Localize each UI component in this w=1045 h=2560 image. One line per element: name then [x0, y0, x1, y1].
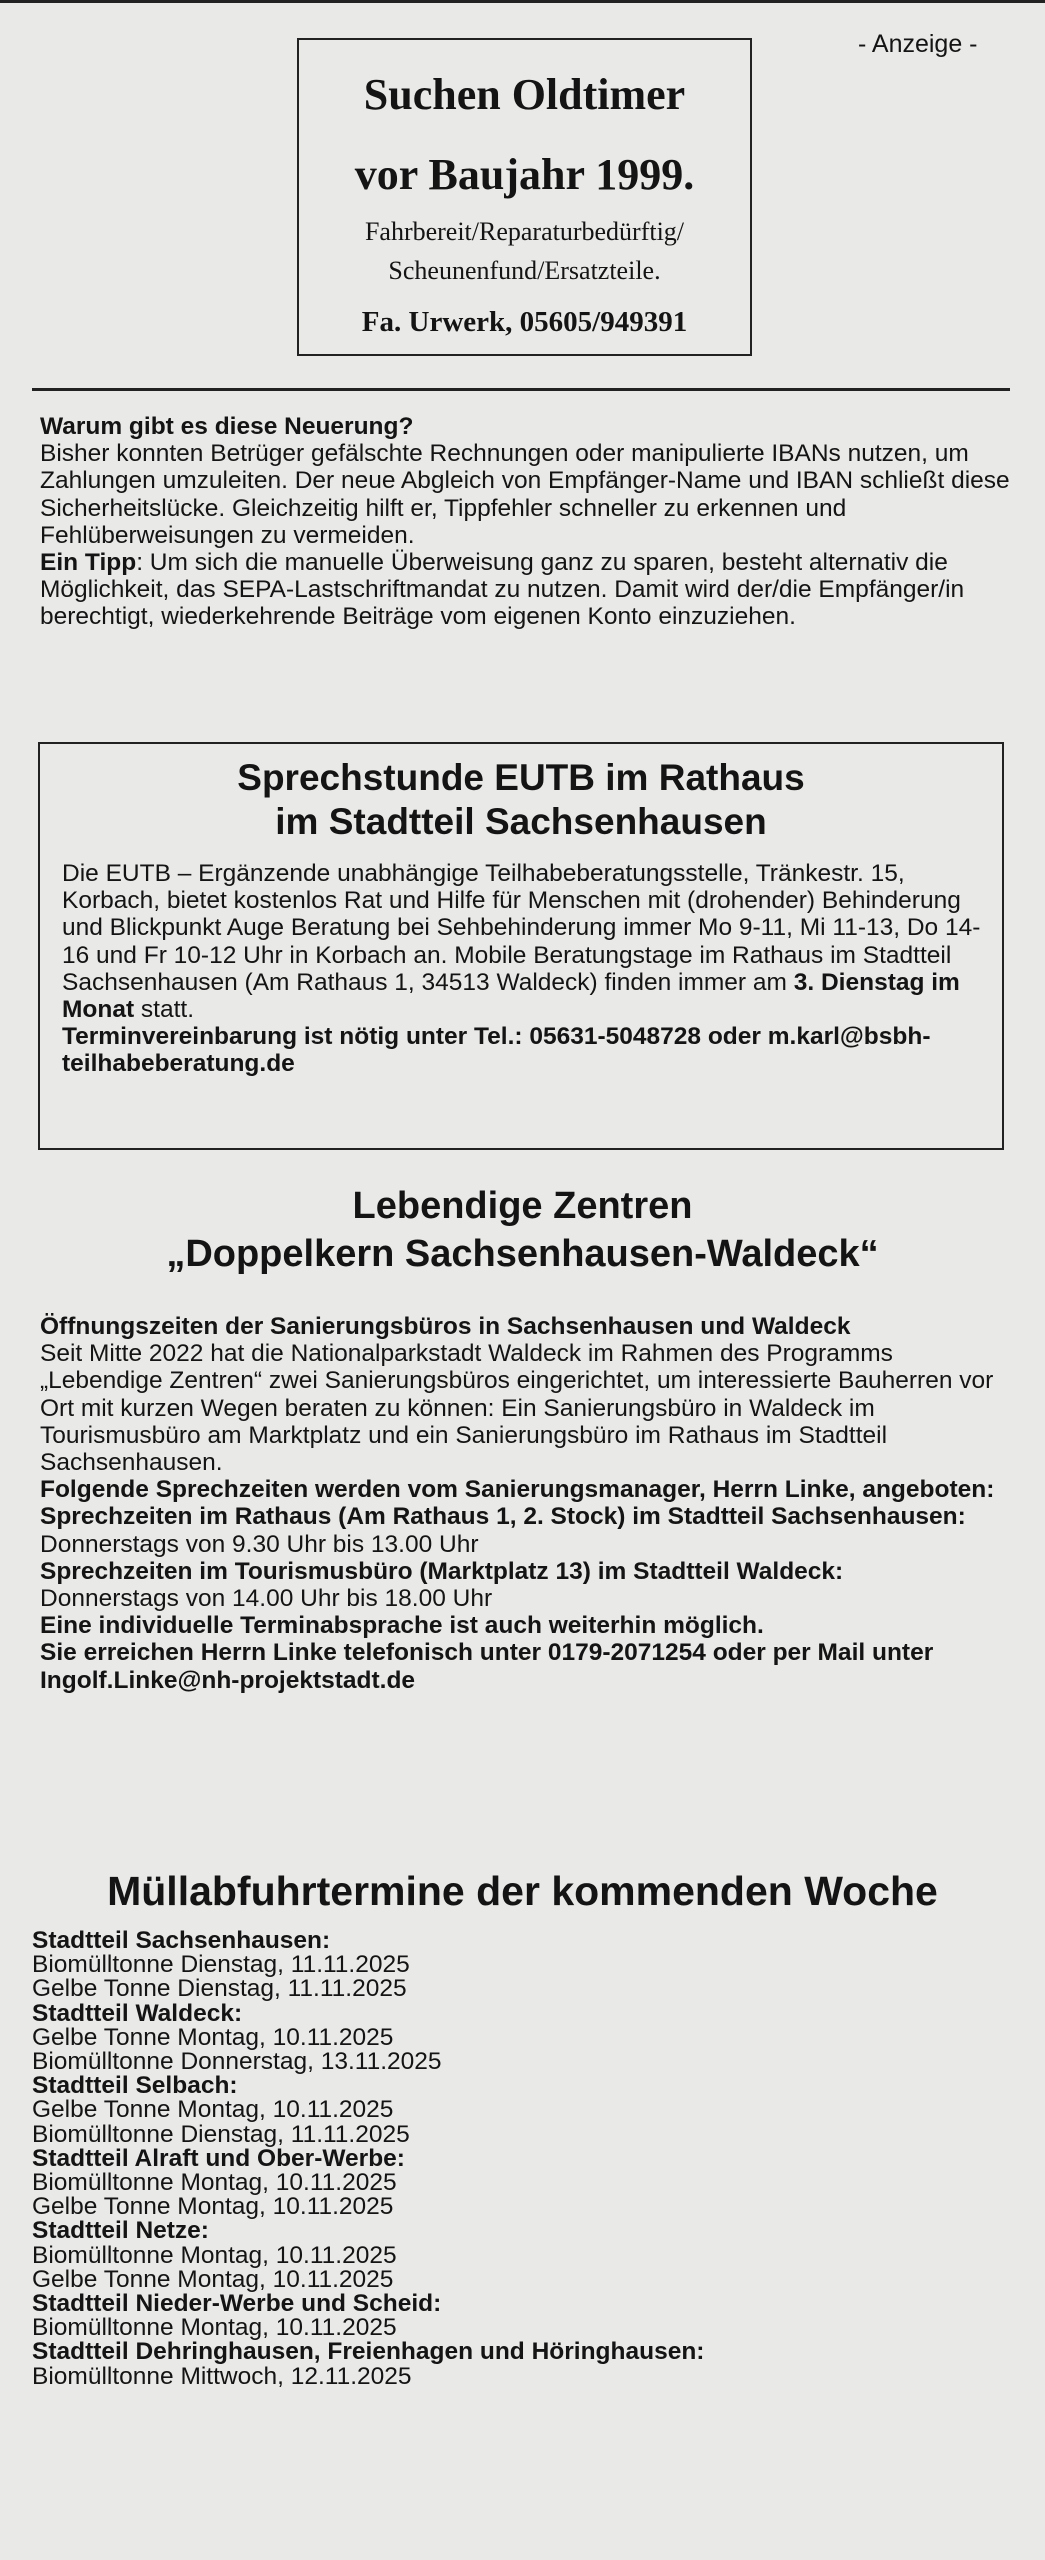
collection-entry: Gelbe Tonne Montag, 10.11.2025 [32, 2023, 394, 2051]
tip-label: Ein Tipp [40, 549, 137, 577]
oldtimer-ad [297, 38, 752, 356]
touri-time: Donnerstags von 14.00 Uhr bis 18.00 Uhr [40, 1585, 493, 1613]
eutb-body [62, 860, 987, 1078]
collection-entry: Biomülltonne Montag, 10.11.2025 [32, 2169, 397, 2197]
district-name: Stadtteil Dehringhausen, Freienhagen und Höringhausen: [32, 2338, 705, 2366]
zentren-title [0, 1182, 1045, 1278]
muell-schedule [32, 1929, 704, 2389]
collection-entry: Biomülltonne Dienstag, 11.11.2025 [32, 2120, 410, 2148]
reach-note: Sie erreichen Herrn Linke telefonisch unter 0179-2071254 oder per Mail unter Ingolf.Linke@nh-projektstadt.de [40, 1639, 934, 1694]
district-name: Stadtteil Netze: [32, 2217, 209, 2245]
eutb-body-2: statt. [134, 996, 195, 1024]
zentren-title-1: Lebendige Zentren [352, 1185, 693, 1227]
eutb-title [40, 756, 1002, 844]
collection-entry: Biomülltonne Donnerstag, 13.11.2025 [32, 2048, 442, 2076]
rathaus-time: Donnerstags von 9.30 Uhr bis 13.00 Uhr [40, 1530, 479, 1558]
eutb-box [38, 742, 1004, 1150]
district-name: Stadtteil Selbach: [32, 2072, 238, 2100]
individual-note: Eine individuelle Terminabsprache ist auch weiterhin möglich. [40, 1612, 764, 1640]
ad-contact: Fa. Urwerk, 05605/949391 [361, 306, 688, 338]
ad-sub-1: Fahrbereit/Reparaturbedürftig/ [364, 217, 685, 246]
ad-sub-2: Scheunenfund/Ersatzteile. [388, 256, 661, 285]
top-rule [0, 0, 1045, 3]
collection-entry: Gelbe Tonne Montag, 10.11.2025 [32, 2193, 394, 2221]
tip-text: : Um sich die manuelle Überweisung ganz zu sparen, besteht alternativ die Möglichkeit, das SEPA-Lastschriftmandat zu nutzen. Damit wird der/die Empfänger/in berechtigt, wiederkehrende Beiträge vom eigenen Konto einzuziehen. [40, 549, 965, 631]
zentren-offered: Folgende Sprechzeiten werden vom Sanierungsmanager, Herrn Linke, angeboten: [40, 1476, 995, 1504]
eutb-contact: Terminvereinbarung ist nötig unter Tel.: 05631-5048728 oder m.karl@bsbh-teilhabeberatung.de [62, 1023, 931, 1078]
collection-entry: Gelbe Tonne Dienstag, 11.11.2025 [32, 1975, 407, 2003]
collection-entry: Gelbe Tonne Montag, 10.11.2025 [32, 2096, 394, 2124]
eutb-body-bold: 3. Dienstag im Monat [62, 968, 960, 1024]
eutb-title-1: Sprechstunde EUTB im Rathaus [237, 757, 805, 798]
collection-entry: Gelbe Tonne Montag, 10.11.2025 [32, 2265, 394, 2293]
collection-entry: Biomülltonne Dienstag, 11.11.2025 [32, 1951, 410, 1979]
zentren-subheading: Öffnungszeiten der Sanierungsbüros in Sachsenhausen und Waldeck [40, 1313, 851, 1340]
eutb-title-2: im Stadtteil Sachsenhausen [275, 801, 767, 842]
iban-section [40, 413, 1010, 631]
ad-label: - Anzeige - [858, 30, 978, 58]
district-name: Stadtteil Waldeck: [32, 1999, 243, 2027]
collection-entry: Biomülltonne Mittwoch, 12.11.2025 [32, 2362, 412, 2390]
zentren-body [40, 1313, 1010, 1694]
district-name: Stadtteil Sachsenhausen: [32, 1927, 331, 1954]
zentren-title-2: „Doppelkern Sachsenhausen-Waldeck“ [166, 1233, 879, 1275]
district-name: Stadtteil Nieder-Werbe und Scheid: [32, 2290, 442, 2318]
collection-entry: Biomülltonne Montag, 10.11.2025 [32, 2314, 397, 2342]
eutb-body-1: Die EUTB – Ergänzende unabhängige Teilhabeberatungsstelle, Tränkestr. 15, Korbach, bietet kostenlos Rat und Hilfe für Menschen mit (drohender) Behinderung und Blickpunkt Auge Beratung bei Sehbehinderung immer Mo 9-11, Mi 11-13, Do 14-16 und Fr 10-12 Uhr in Korbach an. Mobile Beratungstage im Rathaus im Stadtteil Sachsenhausen (Am Rathaus 1, 34513 Waldeck) finden immer am [62, 860, 981, 996]
rathaus-label: Sprechzeiten im Rathaus (Am Rathaus 1, 2. Stock) im Stadtteil Sachsenhausen: [40, 1503, 966, 1531]
iban-heading: Warum gibt es diese Neuerung? [40, 413, 414, 440]
district-name: Stadtteil Alraft und Ober-Werbe: [32, 2144, 405, 2172]
zentren-intro: Seit Mitte 2022 hat die Nationalparkstadt Waldeck im Rahmen des Programms „Lebendige Zentren“ zwei Sanierungsbüros eingerichtet, um interessierte Bauherren vor Ort mit kurzen Wegen beraten zu können: Ein Sanierungsbüro in Waldeck im Tourismusbüro am Marktplatz und ein Sanierungsbüro im Rathaus im Stadtteil Sachsenhausen. [40, 1340, 994, 1477]
touri-label: Sprechzeiten im Tourismusbüro (Marktplatz 13) im Stadtteil Waldeck: [40, 1557, 844, 1585]
ad-headline-1: Suchen Oldtimer [363, 70, 686, 119]
muell-title: Müllabfuhrtermine der kommenden Woche [107, 1868, 938, 1914]
iban-body: Bisher konnten Betrüger gefälschte Rechnungen oder manipulierte IBANs nutzen, um Zahlungen umzuleiten. Der neue Abgleich von Empfänger-Name und IBAN schließt diese Sicherheitslücke. Gleichzeitig hilft er, Tippfehler schneller zu erkennen und Fehlüberweisungen zu vermeiden. [40, 440, 1010, 549]
ad-headline-2: vor Baujahr 1999. [354, 150, 695, 199]
section-divider [32, 388, 1010, 391]
collection-entry: Biomülltonne Montag, 10.11.2025 [32, 2241, 397, 2269]
